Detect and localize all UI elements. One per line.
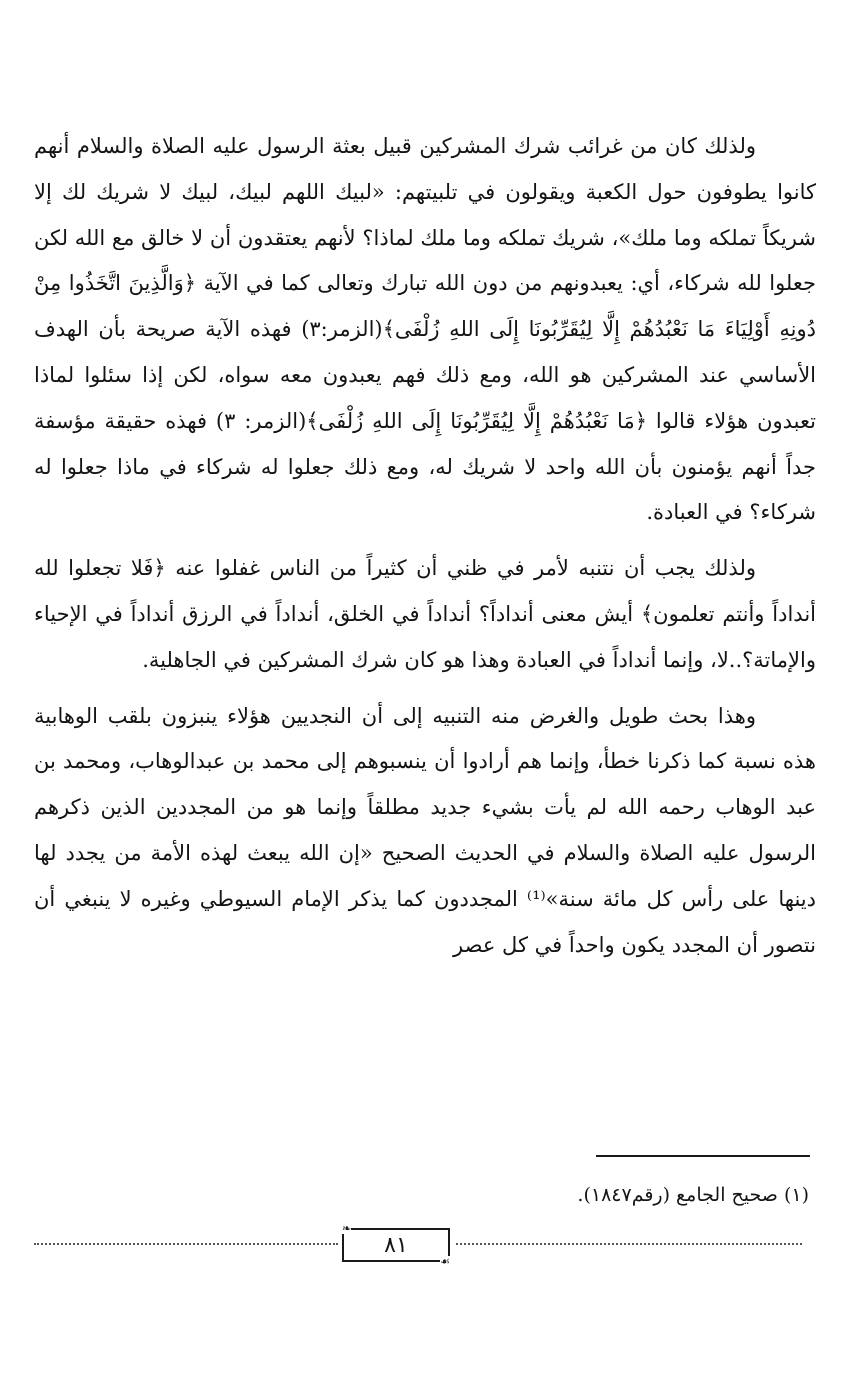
footnote-divider: [596, 1155, 810, 1157]
paragraph: وهذا بحث طويل والغرض منه التنبيه إلى أن النجديين هؤلاء ينبزون بلقب الوهابية هذه نسبة كما ذكرنا خطأ، وإنما هم أرادوا أن ينسبوهم إلى محمد بن عبدالوهاب، ومحمد بن عبد الوهاب رحمه الله لم يأت بشيء جديد مطلقاً وإنما هو من المجددين الذين ذكرهم الرسول عليه الصلاة والسلام في الحديث الصحيح «إن الله يبعث لهذه الأمة من يجدد لها دينها على رأس كل مائة سنة»⁽¹⁾ المجددون كما يذكر الإمام السيوطي وغيره لا ينبغي أن نتصور أن المجدد يكون واحداً في كل عصر: [34, 703, 816, 957]
paragraph: ولذلك كان من غرائب شرك المشركين قبيل بعثة الرسول عليه الصلاة والسلام أنهم كانوا يطوفون حول الكعبة ويقولون في تلبيتهم: «لبيك اللهم لبيك، لبيك لا شريك لك إلا شريكاً تملكه وما ملك»، شريك تملكه وما ملك لماذا؟ لأنهم يعتقدون أن لا خالق مع الله لكن جعلوا لله شركاء، أي: يعبدونهم من دون الله تبارك وتعالى كما في الآية ﴿وَالَّذِينَ اتَّخَذُوا مِنْ دُونِهِ أَوْلِيَاءَ مَا نَعْبُدُهُمْ إِلَّا لِيُقَرِّبُونَا إِلَى اللهِ زُلْفَى﴾(الزمر:٣) فهذه الآية صريحة بأن الهدف الأساسي عند المشركين هو الله، ومع ذلك فهم يعبدون معه سواه، لكن إذا سئلوا لماذا تعبدون هؤلاء قالوا ﴿مَا نَعْبُدُهُمْ إِلَّا لِيُقَرِّبُونَا إِلَى اللهِ زُلْفَى﴾(الزمر: ٣) فهذه حقيقة مؤسفة جداً أنهم يؤمنون بأن الله واحد لا شريك له، ومع ذلك جعلوا له شركاء في ماذا جعلوا له شركاء؟ في العبادة.: [34, 134, 816, 525]
page-number: ٨١: [384, 1233, 408, 1258]
body-text: [34, 124, 816, 968]
footnote: (١) صحيح الجامع (رقم١٨٤٧).: [577, 1184, 809, 1206]
footer-dotted-rule: [34, 1243, 338, 1245]
paragraph: ولذلك يجب أن نتنبه لأمر في ظني أن كثيراً من الناس غفلوا عنه ﴿فَلا تجعلوا لله أنداداً وأنتم تعلمون﴾ أيش معنى أنداداً؟ أنداداً في الخلق، أنداداً في الرزق أنداداً في الإحياء والإماتة؟..لا، وإنما أنداداً في العبادة وهذا هو كان شرك المشركين في الجاهلية.: [34, 556, 816, 672]
page-number-frame: [342, 1222, 450, 1268]
ornament-icon: ❧: [342, 1222, 352, 1235]
ornament-icon: ☙: [440, 1255, 450, 1268]
footer-dotted-rule: [456, 1243, 802, 1245]
